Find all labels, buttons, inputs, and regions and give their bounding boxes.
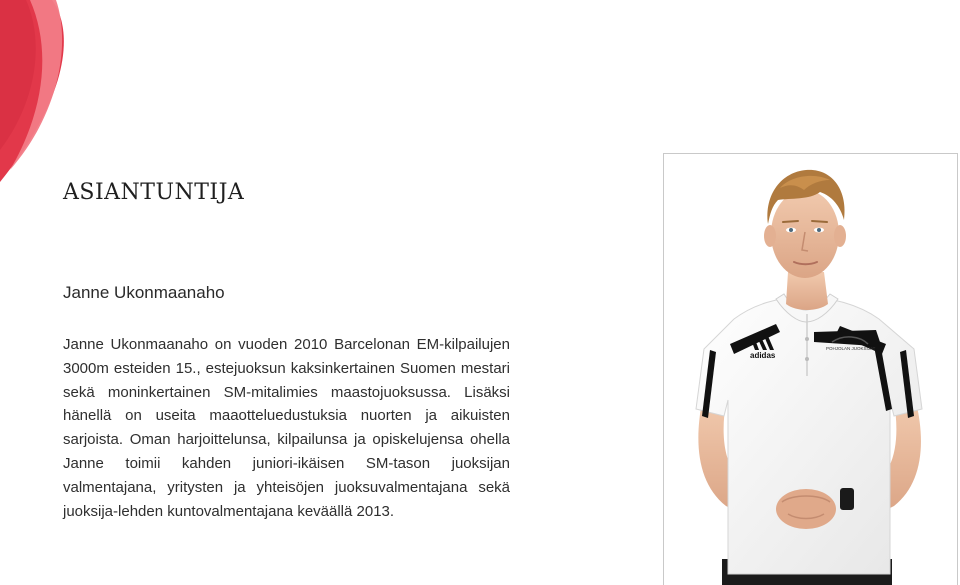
expert-bio: Janne Ukonmaanaho on vuoden 2010 Barcelonan EM-kilpailujen 3000m esteiden 15., estejuoksun kaksinkertainen Suomen mestari sekä moninkertainen SM-mitalimies maastojuoksussa. Lisäksi hänellä on useita maaotteluedustuksia nuorten ja aikuisten sarjoista. Oman harjoittelunsa, kilpailunsa ja opiskelujensa ohella Janne toimii kahden juniori-ikäisen SM-tason juoksijan valmentajana, yritysten ja yhteisöjen juoksuvalmentajana sekä juoksija-lehden kuntovalmentajana keväällä 2013. bbox=[63, 336, 510, 520]
shirt-brand-text: adidas bbox=[750, 351, 776, 360]
shirt-club-text: POHJOLAN JUOKSIJAT bbox=[826, 346, 876, 351]
section-heading: ASIANTUNTIJA bbox=[63, 180, 245, 205]
brand-swoosh-logo bbox=[0, 0, 80, 190]
wrist-watch-icon bbox=[840, 488, 854, 510]
runner-portrait-illustration bbox=[664, 154, 958, 585]
expert-name: Janne Ukonmaanaho bbox=[63, 283, 225, 302]
expert-photo bbox=[663, 153, 958, 585]
